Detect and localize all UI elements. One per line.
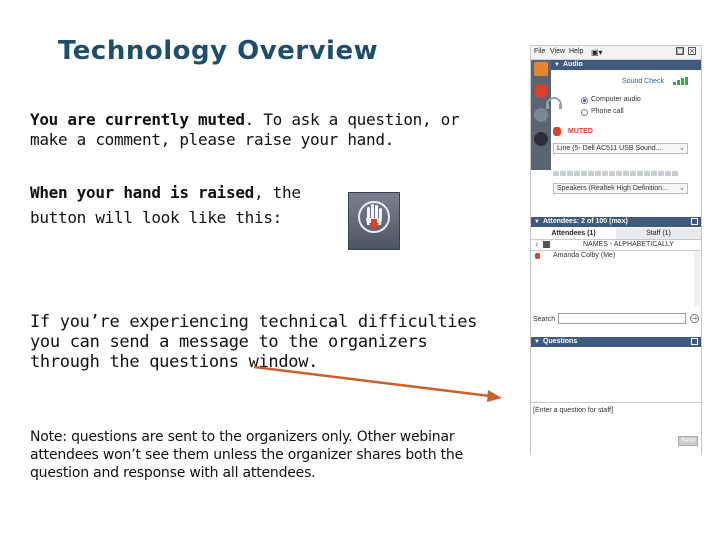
raised-hand-instructions — [30, 180, 350, 230]
mic-level-meter — [553, 171, 678, 176]
muted-rest-text: . To ask a question, or make a comment, please raise your hand. — [30, 110, 460, 149]
sound-check-link[interactable]: Sound Check — [622, 78, 665, 85]
audio-section-header[interactable] — [551, 60, 701, 70]
attendee-scrollbar[interactable] — [694, 251, 700, 306]
computer-audio-radio[interactable] — [581, 97, 588, 104]
attendees-header-label: Attendees: 2 of 100 (max) — [543, 218, 628, 225]
chevron-down-icon: ⌄ — [679, 145, 685, 152]
muted-mic-icon — [535, 253, 540, 259]
raised-bold-text: When your hand is raised — [30, 183, 254, 202]
raised-hand-icon — [349, 193, 399, 249]
checkbox-column-icon[interactable] — [543, 241, 550, 248]
technical-difficulties-text: If you’re experiencing technical difficulties you can send a message to the organizers through the questions window. — [30, 312, 478, 372]
microphone-select[interactable] — [553, 143, 688, 154]
question-input[interactable] — [531, 402, 701, 455]
signal-bars-icon — [673, 77, 691, 85]
control-panel — [530, 45, 702, 455]
list-item[interactable] — [531, 251, 701, 261]
popout-icon[interactable] — [691, 218, 698, 225]
headset-icon — [544, 92, 564, 112]
muted-bold-text: You are currently muted — [30, 110, 245, 129]
muted-instructions — [30, 110, 500, 150]
menu-view[interactable]: View — [550, 48, 566, 55]
attendees-section-header[interactable] — [531, 217, 701, 227]
panel-side-strip — [531, 60, 551, 170]
question-input-placeholder: [Enter a question for staff] — [533, 407, 614, 414]
questions-header-label: Questions — [543, 338, 578, 345]
chevron-down-icon: ⌄ — [679, 185, 685, 192]
search-go-icon[interactable]: → — [691, 315, 698, 322]
questions-section-header[interactable] — [531, 337, 701, 347]
mic-column-icon: ♪ — [535, 241, 539, 248]
tab-attendees[interactable]: Attendees (1) — [531, 228, 616, 239]
muted-mic-icon — [553, 127, 561, 136]
collapse-triangle-icon[interactable]: ▼ — [534, 339, 540, 345]
raised-hand-button-sample — [348, 192, 400, 250]
slide-title: Technology Overview — [58, 36, 379, 66]
speaker-select-value: Speakers (Realtek High Definition... — [557, 185, 668, 192]
attendee-name: Amanda Colby (Me) — [553, 252, 616, 259]
raise-hand-icon[interactable] — [534, 132, 548, 146]
screen-share-icon[interactable]: ▣▾ — [591, 48, 603, 57]
attendee-list-header — [531, 240, 701, 251]
menu-file[interactable]: File — [534, 48, 546, 55]
collapse-panel-icon[interactable] — [534, 62, 548, 76]
search-label: Search — [533, 316, 556, 323]
popout-icon[interactable] — [691, 338, 698, 345]
close-icon[interactable]: × — [689, 47, 695, 55]
menu-help[interactable]: Help — [569, 48, 584, 55]
tab-staff[interactable]: Staff (1) — [646, 230, 671, 237]
phone-call-label: Phone call — [591, 108, 624, 115]
pointer-arrow — [240, 355, 515, 405]
note-text: Note: questions are sent to the organizers only. Other webinar attendees won’t see them unless the organizer shares both the question and response with all attendees. — [30, 429, 463, 481]
attendee-tabs — [531, 228, 701, 240]
phone-call-radio[interactable] — [581, 109, 588, 116]
muted-status: MUTED — [568, 128, 593, 135]
sort-label[interactable]: NAMES - ALPHABETICALLY — [583, 241, 674, 248]
menu-bar — [531, 46, 701, 60]
window-restore-icon[interactable]: □ — [677, 47, 684, 55]
audio-header-label: Audio — [563, 61, 583, 68]
collapse-triangle-icon[interactable]: ▼ — [534, 219, 540, 225]
collapse-triangle-icon[interactable]: ▼ — [554, 62, 560, 68]
microphone-select-value: Line (5- Dell AC511 USB Sound... — [557, 145, 662, 152]
speaker-select[interactable] — [553, 183, 688, 194]
questions-log — [531, 348, 701, 402]
send-button[interactable]: Send — [678, 436, 698, 446]
search-input[interactable] — [558, 313, 686, 324]
raised-rest-text: , the button will look like this: — [30, 183, 301, 227]
computer-audio-label: Computer audio — [591, 96, 641, 103]
